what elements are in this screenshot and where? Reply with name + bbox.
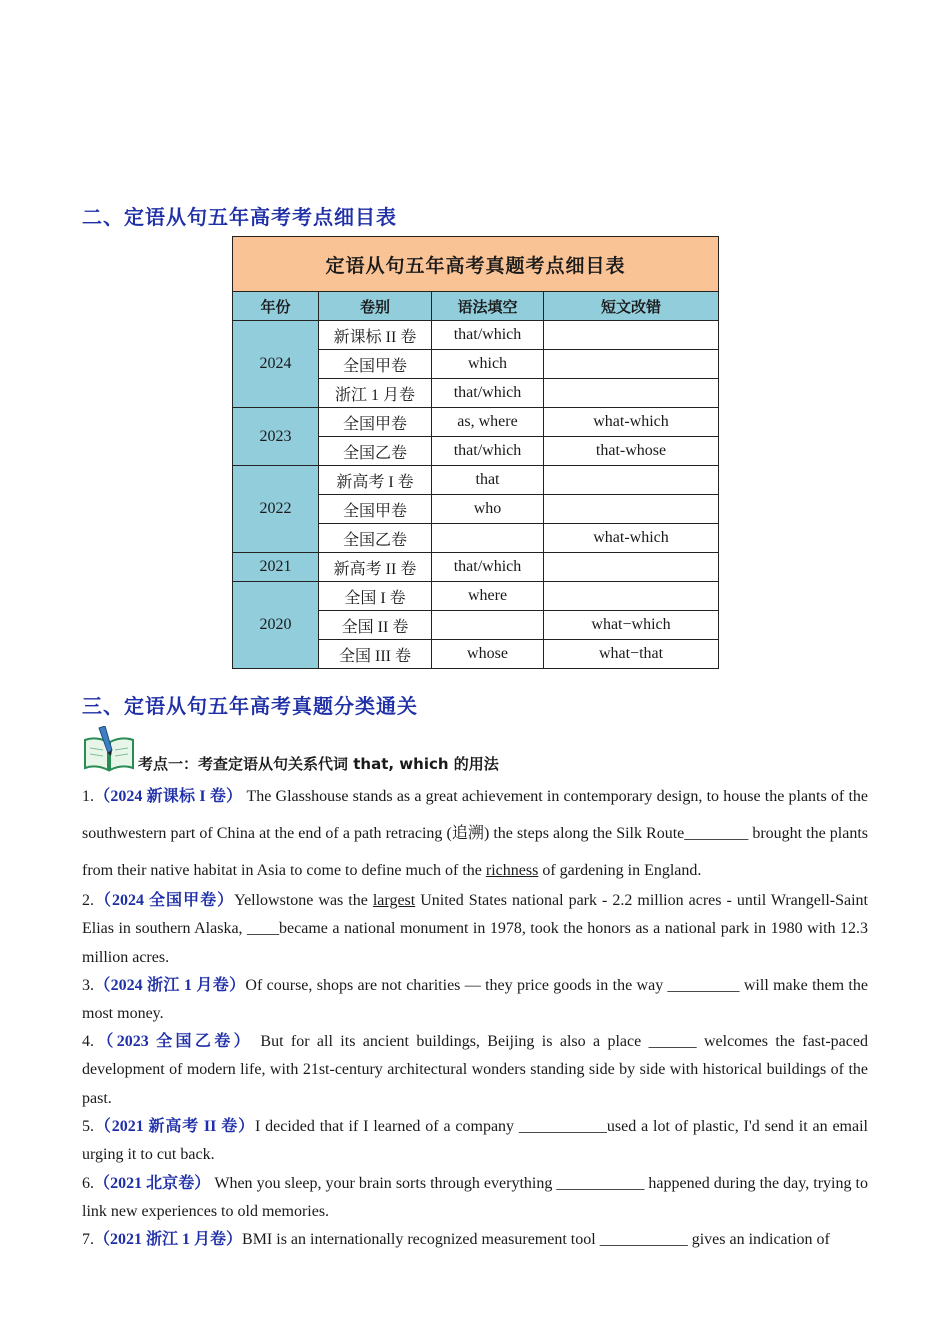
fill-cell bbox=[432, 524, 544, 553]
question-source: （2021 北京卷） bbox=[94, 1175, 211, 1192]
table-row bbox=[233, 553, 719, 582]
paper-cell: 新高考 I 卷 bbox=[319, 466, 432, 495]
question-text: Yellowstone was the bbox=[234, 892, 373, 909]
year-cell: 2023 bbox=[233, 408, 319, 466]
paper-cell: 全国甲卷 bbox=[319, 408, 432, 437]
question-item bbox=[82, 972, 868, 1029]
exam-point-label: 考点一：考查定语从句关系代词 that, which 的用法 bbox=[138, 755, 499, 773]
year-cell: 2022 bbox=[233, 466, 319, 553]
table-caption: 定语从句五年高考真题考点细目表 bbox=[233, 237, 719, 292]
paper-cell: 全国甲卷 bbox=[319, 350, 432, 379]
fill-cell: whose bbox=[432, 640, 544, 669]
question-item bbox=[82, 1226, 868, 1254]
fill-cell: that/which bbox=[432, 379, 544, 408]
question-item bbox=[82, 1170, 868, 1227]
header-fill: 语法填空 bbox=[432, 292, 544, 321]
correction-cell: that-whose bbox=[544, 437, 719, 466]
fill-cell: who bbox=[432, 495, 544, 524]
question-item bbox=[82, 1113, 868, 1170]
question-text: When you sleep, your brain sorts through everything ___________ happened during the day, trying to link new experiences to old memories. bbox=[82, 1175, 868, 1221]
paper-cell: 全国乙卷 bbox=[319, 524, 432, 553]
question-text: BMI is an internationally recognized measurement tool ___________ gives an indication of bbox=[242, 1231, 830, 1248]
question-text: But for all its ancient buildings, Beijing is also a place ______ welcomes the fast-paced development of modern life, with 21st-century architectural wonders standing side by side with historical buildings of the past. bbox=[82, 1033, 868, 1107]
table-row bbox=[233, 466, 719, 495]
question-source: （2023 全国乙卷） bbox=[94, 1033, 254, 1050]
year-cell: 2021 bbox=[233, 553, 319, 582]
question-source: （2021 浙江 1 月卷） bbox=[94, 1231, 243, 1248]
question-source: （2024 浙江 1 月卷） bbox=[94, 977, 246, 994]
section3-title: 三、定语从句五年高考真题分类通关 bbox=[82, 694, 418, 718]
question-source: （2021 新高考 II 卷） bbox=[94, 1118, 255, 1135]
question-number: 4. bbox=[82, 1033, 94, 1050]
underlined-word: richness bbox=[485, 862, 539, 879]
section2-title: 二、定语从句五年高考考点细目表 bbox=[82, 205, 397, 229]
question-text: I decided that if I learned of a company ___________used a lot of plastic, I'd send it an email urging it to cut back. bbox=[82, 1118, 868, 1164]
question-number: 3. bbox=[82, 977, 94, 994]
paper-cell: 浙江 1 月卷 bbox=[319, 379, 432, 408]
year-cell: 2020 bbox=[233, 582, 319, 669]
header-paper: 卷别 bbox=[319, 292, 432, 321]
fill-cell: that/which bbox=[432, 553, 544, 582]
question-number: 5. bbox=[82, 1118, 94, 1135]
header-year: 年份 bbox=[233, 292, 319, 321]
fill-cell: that bbox=[432, 466, 544, 495]
question-item bbox=[82, 1028, 868, 1113]
correction-cell bbox=[544, 582, 719, 611]
paper-cell: 全国 III 卷 bbox=[319, 640, 432, 669]
exam-point-heading bbox=[82, 724, 499, 774]
paper-cell: 全国甲卷 bbox=[319, 495, 432, 524]
table-row bbox=[233, 408, 719, 437]
correction-cell: what-which bbox=[544, 408, 719, 437]
fill-cell: that/which bbox=[432, 321, 544, 350]
fill-cell: as, where bbox=[432, 408, 544, 437]
table-row bbox=[233, 321, 719, 350]
correction-cell: what-which bbox=[544, 524, 719, 553]
correction-cell: what−which bbox=[544, 611, 719, 640]
underlined-word: largest bbox=[372, 892, 416, 909]
header-correction: 短文改错 bbox=[544, 292, 719, 321]
paper-cell: 新高考 II 卷 bbox=[319, 553, 432, 582]
year-cell: 2024 bbox=[233, 321, 319, 408]
paper-cell: 新课标 II 卷 bbox=[319, 321, 432, 350]
exam-points-table bbox=[232, 236, 719, 669]
question-number: 2. bbox=[82, 892, 94, 909]
question-number: 6. bbox=[82, 1175, 94, 1192]
correction-cell bbox=[544, 379, 719, 408]
fill-cell: where bbox=[432, 582, 544, 611]
question-text: The Glasshouse stands as a great achievement in contemporary design, to house the plants of the southwestern part of China at the end of a path retracing (追溯) the steps along the Silk Route________ brought the plants from their native habitat in Asia to come to define much of the bbox=[82, 788, 868, 879]
correction-cell bbox=[544, 553, 719, 582]
correction-cell bbox=[544, 466, 719, 495]
fill-cell: which bbox=[432, 350, 544, 379]
question-text: of gardening in England. bbox=[538, 862, 702, 879]
paper-cell: 全国 II 卷 bbox=[319, 611, 432, 640]
correction-cell: what−that bbox=[544, 640, 719, 669]
open-book-pencil-icon bbox=[82, 726, 136, 774]
question-item bbox=[82, 778, 868, 889]
correction-cell bbox=[544, 321, 719, 350]
fill-cell bbox=[432, 611, 544, 640]
question-text: United States national park - 2.2 million acres - until Wrangell-Saint Elias in southern Alaska, ____became a national monument in 1978, took the honors as a national park in 1980 with 12.3 million acres. bbox=[82, 892, 868, 966]
table-row bbox=[233, 582, 719, 611]
question-text: Of course, shops are not charities — they price goods in the way _________ will make them the most money. bbox=[82, 977, 868, 1023]
question-number: 1. bbox=[82, 788, 94, 805]
question-number: 7. bbox=[82, 1231, 94, 1248]
paper-cell: 全国乙卷 bbox=[319, 437, 432, 466]
fill-cell: that/which bbox=[432, 437, 544, 466]
correction-cell bbox=[544, 350, 719, 379]
paper-cell: 全国 I 卷 bbox=[319, 582, 432, 611]
correction-cell bbox=[544, 495, 719, 524]
question-source: （2024 全国甲卷） bbox=[94, 892, 235, 909]
question-item bbox=[82, 887, 868, 972]
question-source: （2024 新课标 I 卷） bbox=[94, 788, 243, 805]
